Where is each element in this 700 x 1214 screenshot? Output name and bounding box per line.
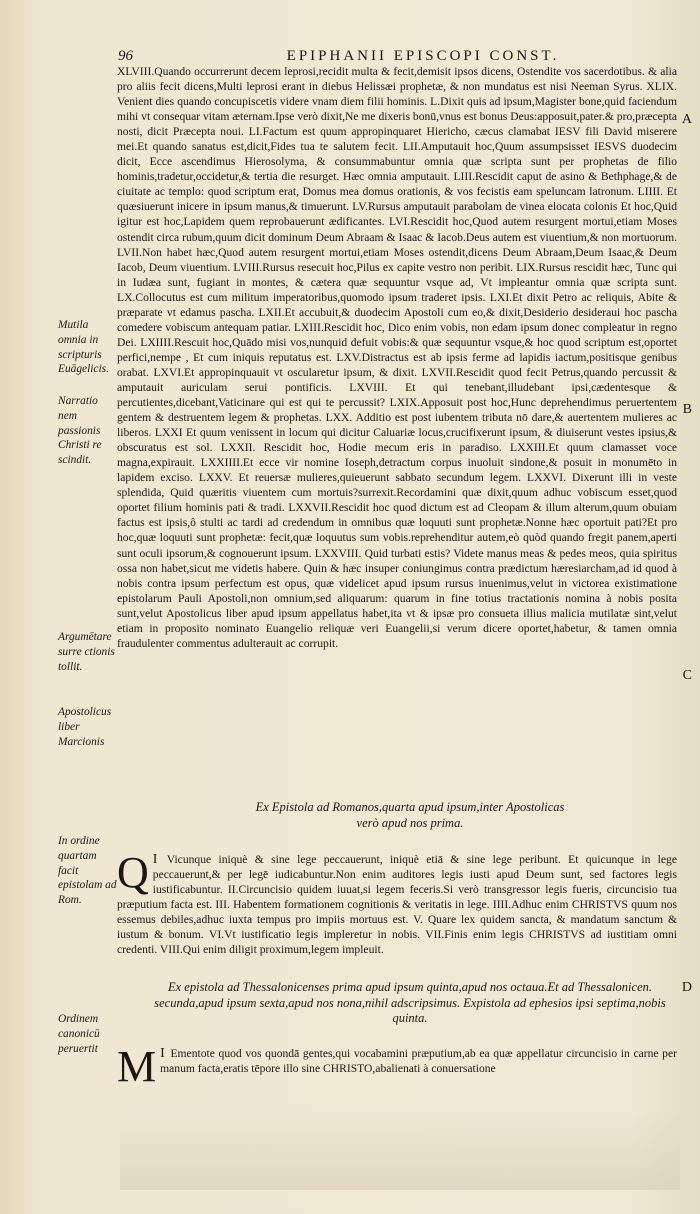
margin-letter-d: D bbox=[681, 980, 692, 995]
drop-cap: M bbox=[117, 1046, 157, 1091]
running-title: EPIPHANII EPISCOPI CONST. bbox=[286, 48, 560, 64]
section-heading-thessalonians bbox=[150, 980, 670, 1027]
margin-note-apostolicus: Apostolicus liber Marcionis bbox=[58, 706, 112, 748]
section-heading-line: Ex Epistola ad Romanos,quarta apud ipsum,inter Apostolicas bbox=[255, 800, 565, 814]
section-paragraph: Ementote quod vos quondā gentes,qui vocabamini præputium,ab ea quæ appellatur circuncisio in carne per manum facta,eratis tēpore illo sine CHRISTO,abalienati à conuersatione bbox=[160, 1047, 677, 1076]
margin-note-narratio: Narratio nem passionis Christi re scindit. bbox=[58, 395, 102, 467]
margin-note-in-ordine: In ordine quartam facit epistolam ad Rom. bbox=[58, 835, 117, 907]
margin-note-mutila: Mutila omnia in scripturis Euāgelicis. bbox=[58, 319, 109, 376]
section-heading-romans bbox=[150, 800, 670, 831]
section-heading-line: secunda,apud ipsum sexta,apud nos nona,nihil adscripsimus. Expistola ad ephesios ipsi septima,nobis quinta. bbox=[154, 995, 666, 1025]
margin-note-argumentare: Argumētare surre ctionis tollit. bbox=[58, 631, 115, 673]
roman-numeral: I bbox=[152, 852, 158, 867]
margin-letter-b: B bbox=[682, 402, 692, 417]
margin-note-ordinem: Ordinem canonicū peruertit bbox=[58, 1013, 100, 1055]
margin-letter-a: A bbox=[681, 112, 692, 127]
running-head bbox=[118, 48, 688, 65]
main-paragraph: XLVIII.Quando occurrerunt decem leprosi,recidit multa & fecit,demisit ipsos dicens, Ostendite vos sacerdotibus. & alia pro aliis fecit dicens,Multi leprosi erant in diebus Helissæi prophetæ, & non mundatus est nisi Neeman Syrus. XLIX. Venient dies quando concupiscetis videre vnam diem filii hominis. L.Dixit quis ad ipsum,Magister bone,quid faciendum mihi vt consequar vitam æternam.Ipse verò dixit,Ne me dixeris bonū,vnus est bonus Deus:apposuit,pater.& pro,præcepta nosti, dicit Præcepta noui. LI.Factum est quum appropinquaret Hiericho, cæcus clamabat IESV fili David miserere mei.Et quando sanatus est,dicit,Fides tua te salutem fecit. LII.Amputauit hoc,Quum assumpsisset IESVS duodecim dicit, Ecce ascendimus Hierosolyma, & consummabuntur omnia quæ scripta sunt per prophetas de filio hominis,tradetur,occidetur,& tertia die resurget. Hæc omnia amputauit. LIII.Rescidit caput de asino & Bethphage,& de ciuitate ac templo: quod scriptum erat, Domus mea domus orationis, & vos fecistis eam speluncam latronum. LIIII. Et quæsiuerunt inicere in ipsum manus,& timuerunt. LV.Rursus amputauit parabolam de vinea elocata colonis Et hoc,Quid igitur est hoc,Lapidem quem reprobauerunt ædificantes. LVI.Rescidit hoc,Quod autem resurgent mortui,etiam Moses ostendit circa rubum,quum dicit dominum Deum Abraam & Isaac & Iacob.Deus autem est viuentium,& non mortuorum. LVII.Non habet hæc,Quod autem resurgent mortui,etiam Moses ostendit,dicens Deum Abraam,Deum Isaac,& Deum Iacob, Deum viuentium. LVIII.Rursus resecuit hoc,Pilus ex capite vestro non peribit. LIX.Rursus rescidit hæc, Tunc qui in Iudæa sunt, fugiant in montes, & cætera quæ sequuntur vsque ad, Vt impleantur omnia quæ scripta sunt. LX.Collocutus est cum militum imperatoribus,quomodo ipsum traderet ipsis. LXI.Et dixit Petro ac reliquis, Abite & præparate vt edamus pascha. LXII.Et accubuit,& duodecim Apostoli cum eo,& dixit,Desiderio desideraui hoc pascha comedere vobiscum antequam patiar. LXIII.Rescidit hoc, Dico enim vobis, non edam ipsum donec compleatur in regno Dei. LXIIII.Rescuit hoc,Quādo misi vos,nunquid defuit vobis:& quæ sequuntur vsque,& hoc quod scriptum est,oportet perfici,nempe , Et cum iniquis reputatus est. LXV.Distractus est ab ipsis ferme ad lapidis iactum,positisque genibus orabat. LXVI.Et appropinquauit vt oscularetur ipsum, & dixit. LXVII.Rescidit quod fecit Petrus,quando percussit & amputauit auriculam serui pontificis. LXVIII. Et qui tenebant,illudebant ipsi,cædentesque & percutientes,dicebant,Vaticinare qui est qui te percussit? LXIX.Apposuit post hoc,Hunc deprehendimus peruertentem gentem & destruentem legem & prophetas. LXX. Additio est post iubentem tributa nō dare,& auertentem mulieres ac liberos. LXXI Et quum venissent in locum qui dicitur Caluariæ locus,crucifixerunt ipsum, & diuiserunt vestes ipsius,& obscuratus est sol. LXXII. Rescidit hoc, Hodie mecum eris in paradiso. LXXIII.Et quum clamasset voce magna,expirauit. LXXIIII.Et ecce vir nomine Ioseph,detractum corpus inuoluit sindone,& posuit in monumēto in lapidem exciso. LXXV. Et reuersæ mulieres,quieuerunt sabbato secundum legem. LXXVI. Dixerunt illi in veste splendida, Quid quæritis viuentem cum mortuis?surrexit.Recordamini quæ dixit,quum adhuc vobiscum esset,quod oportet filium hominis pati & tradi. LXXVII.Rescidit hoc quod dictum est ad Cleopam & illum alterum,quum obuiam factus est ipsis,ô stulti ac tardi ad credendum in omnibus quæ loquuti sunt prophetæ.Nonne hæc oportuit pati?Et pro hoc,quæ loquuti sunt prophetæ: fecit,quæ loquutus sum vobis.reprehenditur autem,eò quòd quando fregit panem,aperti sunt oculi ipsorum,& cognouerunt ipsum. LXXVIII. Quid turbati estis? Videte manus meas & pedes meos, quia spiritus ossa non habet,sicut me videtis habere. Quin & hæc insuper coniungimus contra prædictum hæresiarcham,ad id quod à nobis contra ipsum perfectum est opus, quæ videlicet apud ipsum rursus inuenimus,velut in victorea existimatione epistolarum Pauli Apostoli,non omnium,sed aliquarum: quarum in fine totius tractationis nomina à nobis posita sunt,velut Apostolicus liber apud ipsum appellatus habet,ita vt & ipsæ pro consueta illius malicia mutilatæ sint,velut etiam in proposito nominato Euangelio reliquæ veri Euangelii,si verum dicere oportet,habetur, & tamen omnia fraudulenter commentus adulterauit ac corrupit. bbox=[117, 65, 677, 650]
page-number: 96 bbox=[118, 48, 133, 64]
section-text-ephesians bbox=[117, 1046, 677, 1106]
main-text-block bbox=[117, 64, 677, 780]
page-bleed-through bbox=[120, 1110, 680, 1190]
section-heading-line: verò apud nos prima. bbox=[356, 815, 464, 830]
roman-numeral: I bbox=[160, 1046, 165, 1061]
margin-letter-c: C bbox=[682, 668, 692, 683]
section-heading-line: Ex epistola ad Thessalonicenses prima apud ipsum quinta,apud nos octaua.Et ad Thessalonicen. bbox=[167, 980, 652, 994]
drop-cap: Q bbox=[117, 852, 149, 897]
section-paragraph: Vicunque iniquè & sine lege peccauerunt, iniquè etiā & sine lege peribunt. Et quicunque in lege peccauerunt,& per legē iudicabuntur.Non enim auditores legis iusti apud Deum sunt, sed factores legis iustificabuntur. II.Circuncisio quidem iuuat,si legem feceris.Si verò transgressor legis fueris, circuncisio tua præputium facta est. III. Habentem formationem cognitionis & veritatis in lege. IIII.Adhuc enim CHRISTVS quum nos essemus debiles,adhuc iuxta tempus pro impiis mortuus est. V. Quare lex quidem sancta, & mandatum sanctum & iustum & bonum. VI.Vt iustificatio legis impleretur in nobis. VII.Finis enim legis CHRISTVS ad iustitiam omni credenti. VIII.Qui enim diligit proximum,legem impleuit. bbox=[117, 853, 677, 957]
section-text-romans bbox=[117, 852, 677, 974]
